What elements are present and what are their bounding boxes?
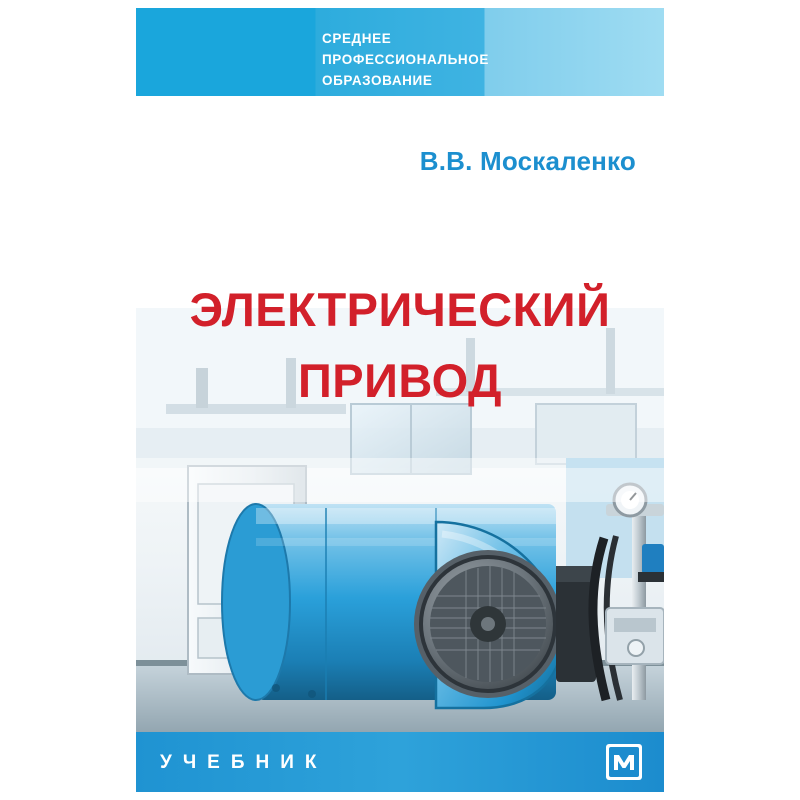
edition-label: УЧЕБНИК — [160, 752, 328, 773]
series-line-3: ОБРАЗОВАНИЕ — [322, 72, 433, 88]
bottom-band — [136, 732, 664, 792]
title-line-2: ПРИВОД — [297, 354, 503, 408]
series-name — [322, 29, 622, 92]
series-line-2: ПРОФЕССИОНАЛЬНОЕ — [322, 51, 489, 67]
page-title — [136, 274, 664, 417]
series-band — [136, 8, 664, 96]
infra-m-logo-icon — [606, 744, 642, 780]
book-cover — [136, 8, 664, 792]
title-line-1: ЭЛЕКТРИЧЕСКИЙ — [189, 283, 611, 336]
series-line-1: СРЕДНЕЕ — [322, 31, 392, 46]
author-name: В.В. Москаленко — [419, 146, 636, 176]
